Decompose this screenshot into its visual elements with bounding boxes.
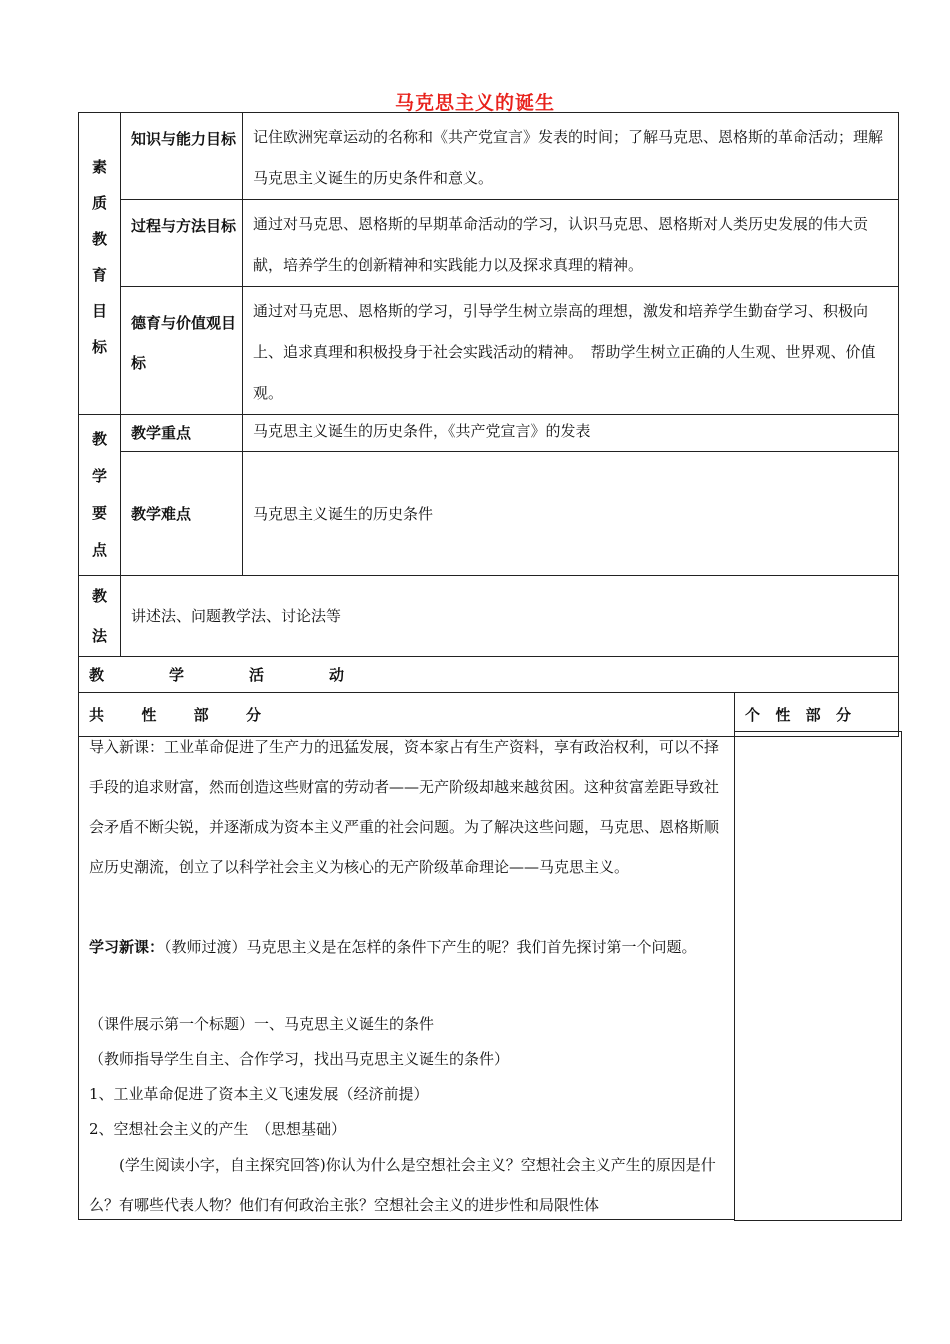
methods-text: 讲述法、问题教学法、讨论法等 (121, 576, 899, 657)
key-points-group-label: 教 学 要 点 (79, 415, 121, 576)
intro-text: 工业革命促进了生产力的迅猛发展，资本家占有生产资料，享有政治权利，可以不择手段的追求财富，然而创造这些财富的劳动者——无产阶级却越来越贫困。这种贫富差距导致社会矛盾不断尖锐，并逐渐成为资本主义严重的社会问题。为了解决这些问题，马克思、恩格斯顺应历史潮流，创立了以科学社会主义为核心的无产阶级革命理论——马克思主义。 (89, 738, 720, 876)
key-point-label: 教学难点 (121, 452, 243, 576)
goal-label: 德育与价值观目标 (121, 287, 243, 415)
goal-text: 通过对马克思、恩格斯的早期革命活动的学习，认识马克思、恩格斯对人类历史发展的伟大贡献，培养学生的创新精神和实践能力以及探求真理的精神。 (243, 200, 899, 287)
intro-paragraph (89, 727, 729, 887)
lesson-line: 1、工业革命促进了资本主义飞速发展（经济前提） (89, 1085, 429, 1103)
common-part-header: 共 性 部 分 (79, 693, 735, 737)
goal-label: 过程与方法目标 (121, 200, 243, 287)
lesson-plan-table (78, 112, 899, 737)
key-point-text: 马克思主义诞生的历史条件 (243, 452, 899, 576)
common-part-content (78, 733, 735, 1220)
key-point-label: 教学重点 (121, 415, 243, 452)
new-lesson-label: 学习新课： (89, 938, 165, 956)
activity-body (78, 733, 900, 1220)
activity-header: 教 学 活 动 (79, 657, 899, 693)
lesson-lines (89, 1007, 729, 1147)
key-point-text: 马克思主义诞生的历史条件，《共产党宣言》的发表 (243, 415, 899, 452)
goal-label: 知识与能力目标 (121, 113, 243, 200)
new-lesson-text: （教师过渡）马克思主义是在怎样的条件下产生的呢？我们首先探讨第一个问题。 (164, 938, 697, 956)
page-title: 马克思主义的诞生 (394, 92, 555, 114)
goals-group-label: 素 质 教 育 目 标 (79, 113, 121, 415)
lesson-line: （教师指导学生自主、合作学习，找出马克思主义诞生的条件） (89, 1050, 510, 1068)
lesson-line: （课件展示第一个标题）一、马克思主义诞生的条件 (89, 1015, 435, 1033)
new-lesson-paragraph (89, 927, 729, 967)
individual-part-header: 个 性 部 分 (735, 693, 899, 737)
goal-text: 记住欧洲宪章运动的名称和《共产党宣言》发表的时间；了解马克思、恩格斯的革命活动；理解马克思主义诞生的历史条件和意义。 (243, 113, 899, 200)
individual-part-content (734, 731, 902, 1221)
lesson-line: 2、空想社会主义的产生 （思想基础） (89, 1120, 347, 1138)
intro-label: 导入新课： (89, 738, 165, 756)
methods-group-label: 教 法 (79, 576, 121, 657)
goal-text: 通过对马克思、恩格斯的学习，引导学生树立崇高的理想，激发和培养学生勤奋学习、积极向上、追求真理和积极投身于社会实践活动的精神。 帮助学生树立正确的人生观、世界观、价值观。 (243, 287, 899, 415)
last-paragraph: (学生阅读小字，自主探究回答)你认为什么是空想社会主义？空想社会主义产生的原因是什么？有哪些代表人物？他们有何政治主张？空想社会主义的进步性和局限性体 (89, 1156, 716, 1214)
